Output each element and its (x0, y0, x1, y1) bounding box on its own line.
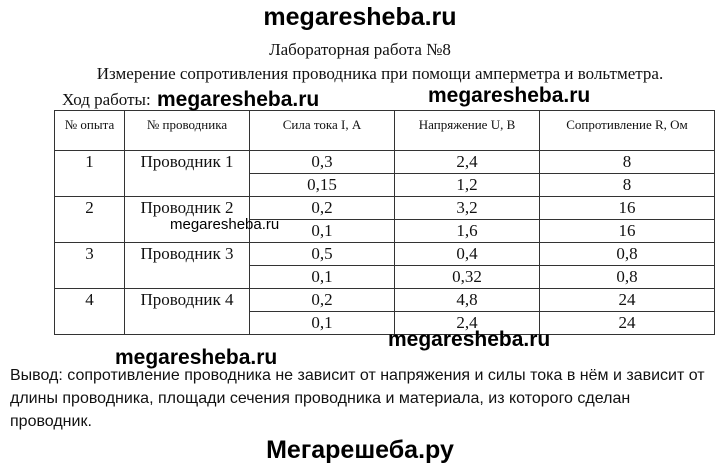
watermark-bottom: Мегарешеба.ру (266, 436, 454, 464)
voltage-value: 0,4 (395, 243, 540, 266)
header-conductor: № проводника (125, 111, 250, 151)
watermark-a: megaresheba.ru (157, 88, 320, 111)
watermark-top: megaresheba.ru (263, 3, 457, 31)
resistance-value: 8 (540, 174, 715, 197)
current-value: 0,2 (250, 197, 395, 220)
voltage-value: 4,8 (395, 289, 540, 312)
header-resistance: Сопротивление R, Ом (540, 111, 715, 151)
voltage-value: 2,4 (395, 312, 540, 335)
table-header-row (55, 111, 715, 151)
resistance-value: 16 (540, 220, 715, 243)
lab-subtitle: Измерение сопротивления проводника при помощи амперметра и вольтметра. (96, 64, 664, 83)
progress-label: Ход работы: (62, 90, 151, 109)
table-row (55, 197, 715, 220)
conductor-name: Проводник 1 (125, 151, 250, 197)
current-value: 0,3 (250, 151, 395, 174)
table-row (55, 151, 715, 174)
experiment-number: 1 (55, 151, 125, 197)
header-voltage: Напряжение U, В (395, 111, 540, 151)
table-row (55, 243, 715, 266)
results-table (54, 110, 715, 335)
voltage-value: 1,2 (395, 174, 540, 197)
resistance-value: 24 (540, 289, 715, 312)
current-value: 0,2 (250, 289, 395, 312)
current-value: 0,1 (250, 266, 395, 289)
lab-title: Лабораторная работа №8 (269, 40, 451, 59)
resistance-value: 24 (540, 312, 715, 335)
voltage-value: 0,32 (395, 266, 540, 289)
watermark-e: megaresheba.ru (115, 346, 278, 369)
experiment-number: 2 (55, 197, 125, 243)
table-row (55, 289, 715, 312)
current-value: 0,1 (250, 312, 395, 335)
current-value: 0,5 (250, 243, 395, 266)
conductor-name: Проводник 2 (125, 197, 250, 243)
resistance-value: 0,8 (540, 243, 715, 266)
conductor-name: Проводник 3 (125, 243, 250, 289)
voltage-value: 1,6 (395, 220, 540, 243)
resistance-value: 0,8 (540, 266, 715, 289)
resistance-value: 8 (540, 151, 715, 174)
conductor-name: Проводник 4 (125, 289, 250, 335)
watermark-b: megaresheba.ru (428, 84, 591, 107)
experiment-number: 3 (55, 243, 125, 289)
watermark-d: megaresheba.ru (388, 328, 551, 351)
header-current: Сила тока I, А (250, 111, 395, 151)
header-experiment-number: № опыта (55, 111, 125, 151)
current-value: 0,1 (250, 220, 395, 243)
voltage-value: 2,4 (395, 151, 540, 174)
current-value: 0,15 (250, 174, 395, 197)
conclusion-text: Вывод: сопротивление проводника не зависит от напряжения и силы тока в нём и зависит от длины проводника, площади сечения проводника и материала, из которого сделан проводник. (10, 367, 705, 430)
watermark-c: megaresheba.ru (170, 216, 280, 233)
experiment-number: 4 (55, 289, 125, 335)
resistance-value: 16 (540, 197, 715, 220)
voltage-value: 3,2 (395, 197, 540, 220)
